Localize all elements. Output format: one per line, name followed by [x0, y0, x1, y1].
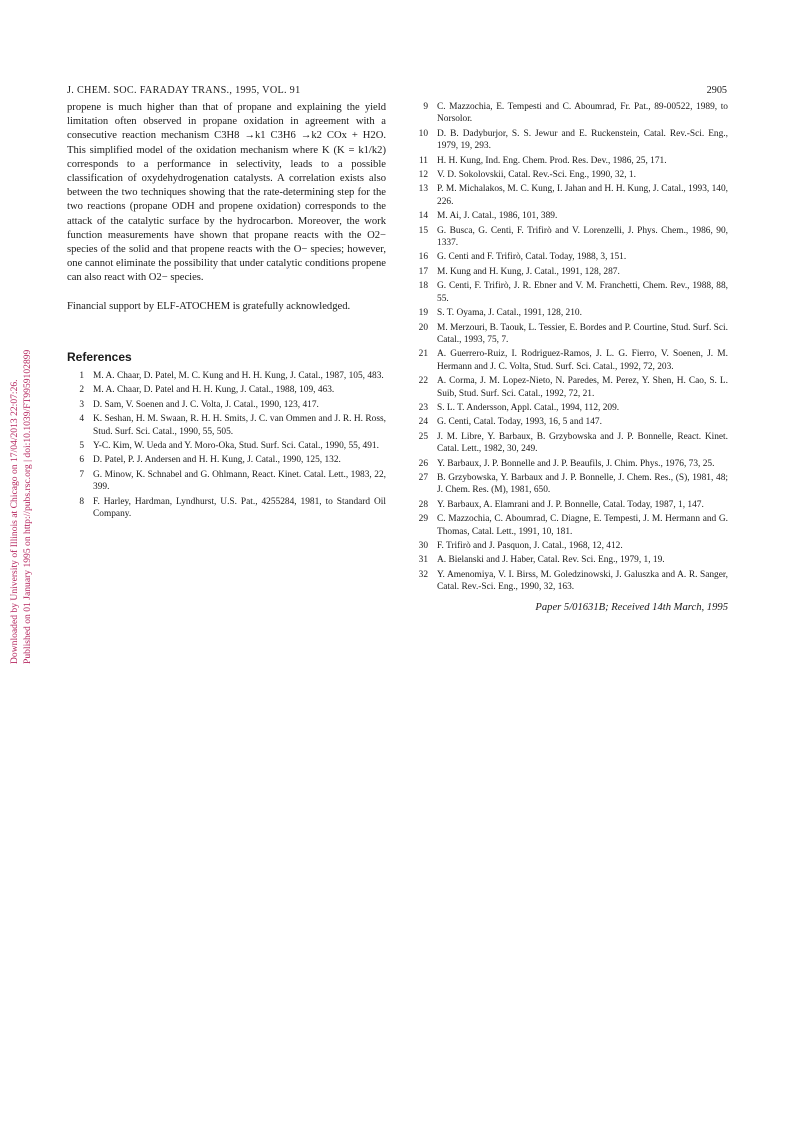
download-info-line: Downloaded by University of Illinois at Chicago on 17/04/2013 22:07:26.	[9, 379, 20, 664]
reference-item: 1 M. A. Chaar, D. Patel, M. C. Kung and H. H. Kung, J. Catal., 1987, 105, 483.	[79, 371, 384, 382]
reference-item: 18 G. Centi, F. Trifirò, J. R. Ebner and V. M. Franchetti, Chem. Rev., 1988, 88, 55.	[418, 281, 728, 304]
reference-list-left	[67, 370, 386, 520]
reference-item: 21 A. Guerrero-Ruiz, I. Rodriguez-Ramos, J. L. G. Fierro, V. Soenen, J. M. Hermann and J. C. Volta, Stud. Surf. Sci. Catal., 1992, 72, 203.	[418, 349, 728, 372]
right-column	[411, 101, 728, 614]
paper-received-info: Paper 5/01631B; Received 14th March, 1995	[535, 601, 728, 613]
reference-item: 12 V. D. Sokolovskii, Catal. Rev.-Sci. Eng., 1990, 32, 1.	[418, 170, 636, 181]
reference-item: 28 Y. Barbaux, A. Elamrani and J. P. Bonnelle, Catal. Today, 1987, 1, 147.	[418, 499, 704, 510]
reference-item: 31 A. Bielanski and J. Haber, Catal. Rev. Sci. Eng., 1979, 1, 19.	[418, 555, 665, 566]
reference-item: 26 Y. Barbaux, J. P. Bonnelle and J. P. Beaufils, J. Chim. Phys., 1976, 73, 25.	[418, 458, 715, 469]
doi-link[interactable]: Published on 01 January 1995 on http://pubs.rsc.org | doi:10.1039/FT9959102899	[22, 349, 33, 664]
page-number: 2905	[706, 85, 727, 96]
reference-item: 22 A. Corma, J. M. Lopez-Nieto, N. Paredes, M. Perez, Y. Shen, H. Cao, S. L. Suib, Stud. Surf. Sci. Catal., 1992, 72, 21.	[418, 376, 728, 399]
reference-item: 11 H. H. Kung, Ind. Eng. Chem. Prod. Res. Dev., 1986, 25, 171.	[418, 155, 667, 166]
reference-item: 29 C. Mazzochia, C. Aboumrad, C. Diagne, E. Tempesti, J. M. Hermann and G. Thomas, Catal. Lett., 1991, 10, 181.	[418, 514, 728, 537]
reference-item: 13 P. M. Michalakos, M. C. Kung, I. Jahan and H. H. Kung, J. Catal., 1993, 140, 226.	[418, 184, 728, 207]
reference-item: 4 K. Seshan, H. M. Swaan, R. H. H. Smits, J. C. van Ommen and J. R. H. Ross, Stud. Surf. Sci. Catal., 1990, 55, 505.	[79, 414, 386, 437]
body-paragraph: propene is much higher than that of propane and explaining the yield limitation often observed in propane oxidation in agreement with a consecutive reaction mechanism C3H8 →k1 C3H6 →k2 COx + H2O. This simplified model of the oxidation mechanism where K (K = k1/k2) corresponds to a performance in selectivity, leads to a possible classification of oxydehydrogenation catalysts. A correlation exists also between the two techniques showing that the rate-determining step for the two reactions (propane ODH and propene oxidation) corresponds to the attack of the catalytic surface by the hydrocarbon. Moreover, the work function measurements have shown that propane reacts with the O2− species of the solid and that propene reacts with the O− species; however, one cannot eliminate the possibility that under catalytic conditions propene can also react with O2− species.	[67, 102, 386, 284]
reference-item: 23 S. L. T. Andersson, Appl. Catal., 1994, 112, 209.	[418, 402, 620, 413]
reference-item: 5 Y-C. Kim, W. Ueda and Y. Moro-Oka, Stud. Surf. Sci. Catal., 1990, 55, 491.	[79, 441, 379, 452]
reference-item: 16 G. Centi and F. Trifirò, Catal. Today, 1988, 3, 151.	[418, 252, 627, 263]
reference-item: 32 Y. Amenomiya, V. I. Birss, M. Goledzinowski, J. Galuszka and A. R. Sanger, Catal. Rev.-Sci. Eng., 1990, 32, 163.	[418, 569, 728, 593]
reference-item: 25 J. M. Libre, Y. Barbaux, B. Grzybowska and J. P. Bonnelle, React. Kinet. Catal. Lett., 1982, 30, 249.	[418, 431, 728, 455]
reference-item: 7 G. Minow, K. Schnabel and G. Ohlmann, React. Kinet. Catal. Lett., 1983, 22, 399.	[79, 469, 386, 493]
reference-item: 8 F. Harley, Hardman, Lyndhurst, U.S. Pat., 4255284, 1981, to Standard Oil Company.	[79, 496, 386, 520]
reference-item: 19 S. T. Oyama, J. Catal., 1991, 128, 210.	[418, 308, 582, 319]
reference-item: 10 D. B. Dadyburjor, S. S. Jewur and E. Ruckenstein, Catal. Rev.-Sci. Eng., 1979, 19, 293.	[418, 128, 728, 152]
reference-item: 3 D. Sam, V. Soenen and J. C. Volta, J. Catal., 1990, 123, 417.	[79, 399, 319, 410]
references-heading: References	[67, 349, 132, 364]
reference-item: 6 D. Patel, P. J. Andersen and H. H. Kung, J. Catal., 1990, 125, 132.	[79, 455, 341, 466]
reference-item: 17 M. Kung and H. Kung, J. Catal., 1991, 128, 287.	[418, 266, 620, 277]
reference-item: 30 F. Trifirò and J. Pasquon, J. Catal., 1968, 12, 412.	[418, 541, 623, 551]
download-info-sidebar	[0, 0, 36, 1127]
reference-item: 27 B. Grzybowska, Y. Barbaux and J. P. Bonnelle, J. Chem. Res., (S), 1981, 48; J. Chem. Res. (M), 1981, 650.	[418, 472, 728, 496]
reference-item: 2 M. A. Chaar, D. Patel and H. H. Kung, J. Catal., 1988, 109, 463.	[79, 385, 335, 396]
acknowledgement: Financial support by ELF-ATOCHEM is gratefully acknowledged.	[67, 300, 351, 312]
reference-item: 20 M. Merzouri, B. Taouk, L. Tessier, E. Bordes and P. Courtine, Stud. Surf. Sci. Catal., 1993, 75, 7.	[418, 322, 728, 345]
reference-item: 14 M. Ai, J. Catal., 1986, 101, 389.	[418, 211, 558, 222]
reference-item: 15 G. Busca, G. Centi, F. Trifirò and V. Lorenzelli, J. Phys. Chem., 1986, 90, 1337.	[418, 225, 728, 249]
reference-item: 9 C. Mazzochia, E. Tempesti and C. Aboumrad, Fr. Pat., 89-00522, 1989, to Norsolor.	[423, 102, 728, 125]
journal-header: J. CHEM. SOC. FARADAY TRANS., 1995, VOL. 91	[67, 85, 301, 96]
reference-item: 24 G. Centi, Catal. Today, 1993, 16, 5 and 147.	[418, 417, 602, 428]
left-column	[67, 101, 386, 523]
